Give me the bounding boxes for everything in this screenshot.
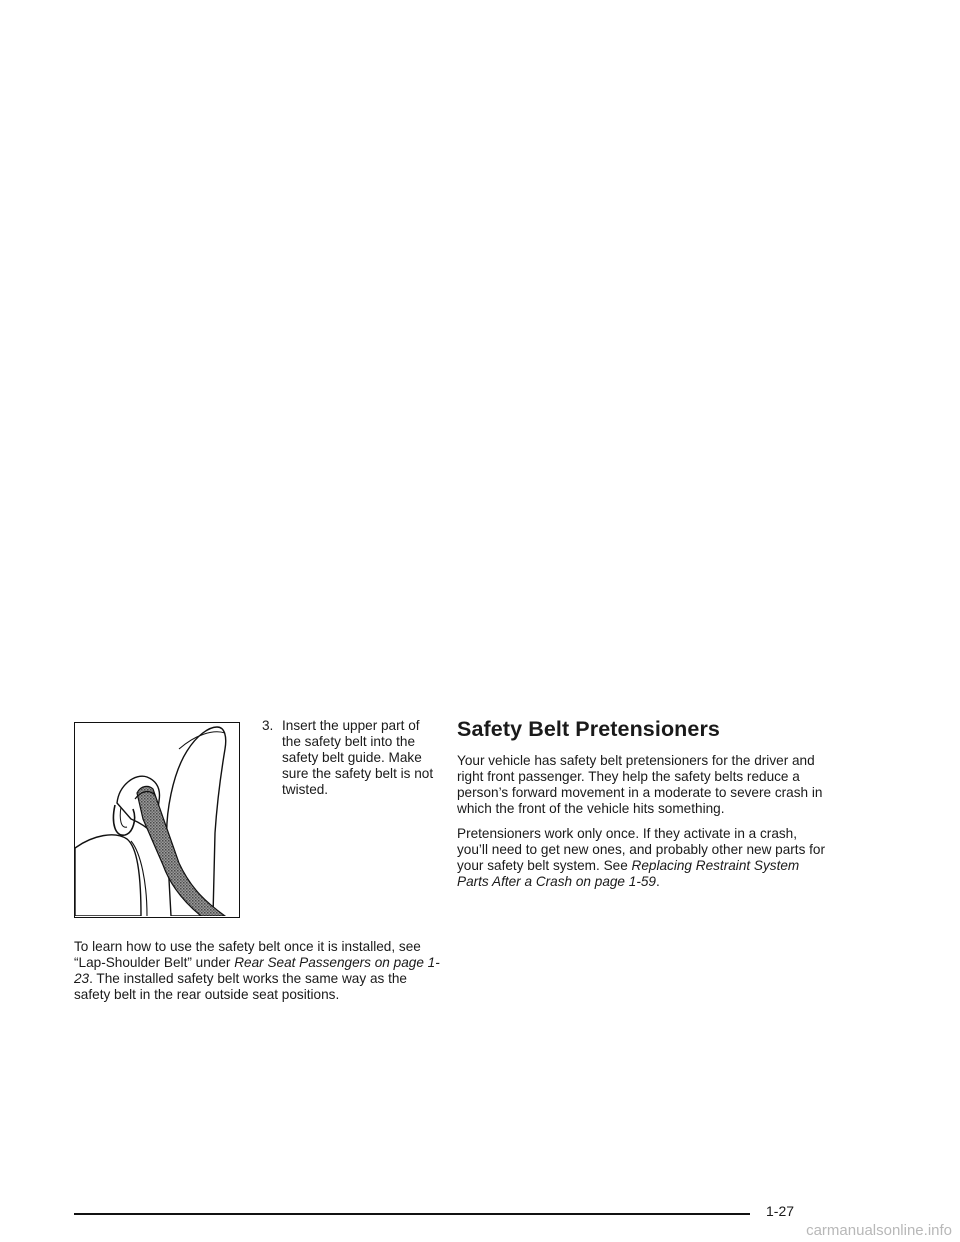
pretensioners-paragraph-2-text: Pretensioners work only once. If they activate in a crash, you’ll need to get new ones, and probably other new parts for your safety belt system. See	[457, 826, 826, 873]
step-number: 3.	[262, 718, 274, 733]
seat-belt-guide-drawing	[75, 723, 238, 916]
replacing-restraint-parts-reference[interactable]: Replacing Restraint System Parts After a Crash on page 1-59	[457, 858, 800, 889]
rear-seat-passengers-reference[interactable]: Rear Seat Passengers on page 1-23	[74, 955, 440, 986]
installation-note-text: To learn how to use the safety belt once it is installed, see “Lap-Shoulder Belt” under	[74, 939, 421, 970]
instruction-step-3	[262, 718, 442, 798]
pretensioners-paragraph-2	[457, 826, 827, 890]
pretensioners-paragraph-2-end: .	[655, 874, 660, 889]
pretensioners-section	[457, 716, 827, 899]
section-heading: Safety Belt Pretensioners	[457, 717, 720, 741]
installation-note-text-end: . The installed safety belt works the same way as the safety belt in the rear outside seat positions.	[74, 971, 407, 1002]
watermark: carmanualsonline.info	[806, 1222, 952, 1239]
installation-note-paragraph	[74, 939, 444, 1003]
pretensioners-paragraph-1: Your vehicle has safety belt pretensioners for the driver and right front passenger. They help the safety belts reduce a person’s forward movement in a moderate to severe crash in which the front of the vehicle hits something.	[457, 753, 823, 816]
safety-belt-guide-illustration	[74, 722, 240, 918]
step-text: Insert the upper part of the safety belt into the safety belt guide. Make sure the safety belt is not twisted.	[282, 718, 434, 797]
footer-rule	[74, 1213, 750, 1215]
page-number: 1-27	[766, 1203, 795, 1219]
